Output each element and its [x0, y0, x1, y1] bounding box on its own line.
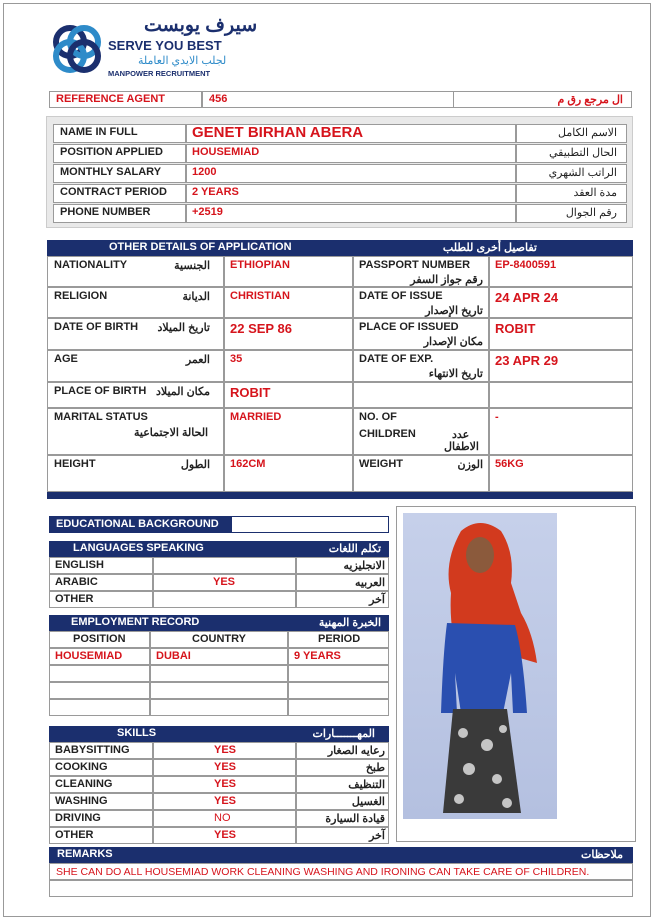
- detail-label-cell: [353, 382, 489, 408]
- skill-value: YES: [214, 829, 237, 841]
- reference-label: REFERENCE AGENT: [56, 93, 165, 105]
- detail-label-ar: الحالة الاجتماعية: [134, 427, 209, 439]
- detail-label: DATE OF EXP.: [359, 353, 434, 365]
- language-label-ar: آخر: [369, 594, 385, 606]
- detail-label: PASSPORT NUMBER: [359, 259, 471, 271]
- employment-title-ar: الخبرة المهنية: [318, 617, 381, 629]
- personal-label-ar: الراتب الشهري: [548, 167, 617, 179]
- personal-label: MONTHLY SALARY: [60, 166, 162, 178]
- personal-value: GENET BIRHAN ABERA: [192, 124, 364, 141]
- applicant-photo-frame: [396, 506, 636, 842]
- detail-value: 56KG: [495, 458, 524, 470]
- logo-english-tagline: MANPOWER RECRUITMENT: [108, 69, 211, 78]
- employment-column-header: POSITION: [73, 633, 126, 645]
- reference-value-cell: [202, 91, 454, 108]
- personal-value: 1200: [192, 166, 217, 178]
- employment-cell: [150, 665, 288, 682]
- employment-cell: [150, 682, 288, 699]
- detail-label: PLACE OF BIRTH: [54, 385, 147, 397]
- detail-label: CHILDREN: [359, 428, 416, 440]
- employment-column-header: COUNTRY: [192, 633, 246, 645]
- personal-value-cell: [186, 204, 516, 223]
- employment-cell: [49, 665, 150, 682]
- remarks-text: SHE CAN DO ALL HOUSEMIAD WORK CLEANING WASHING AND IRONING CAN TAKE CARE OF CHILDREN.: [56, 866, 590, 878]
- personal-label: PHONE NUMBER: [60, 206, 151, 218]
- detail-value: 23 APR 29: [495, 353, 559, 368]
- employment-cell: [288, 665, 389, 682]
- skills-title-ar: المهـــــــارات: [312, 728, 375, 740]
- remarks-label: REMARKS: [57, 848, 113, 860]
- language-label: OTHER: [55, 593, 94, 605]
- language-value-cell: [153, 591, 296, 608]
- languages-title-ar: تكلم اللغات: [328, 543, 381, 555]
- skill-label: DRIVING: [55, 812, 101, 824]
- skill-label-ar: آخر: [369, 830, 385, 842]
- detail-label-ar: الطول: [180, 459, 210, 471]
- detail-label-ar: الوزن: [457, 459, 483, 471]
- detail-value: 35: [230, 353, 243, 365]
- detail-value-cell: [489, 408, 633, 455]
- detail-label: DATE OF ISSUE: [359, 290, 443, 302]
- other-details-header: [47, 240, 633, 256]
- skill-label: OTHER: [55, 829, 94, 841]
- skill-value: YES: [214, 744, 237, 756]
- detail-label-ar: مكان الميلاد: [155, 386, 210, 398]
- personal-value: HOUSEMIAD: [192, 146, 260, 158]
- person-photo-icon: [403, 513, 557, 819]
- reference-label-ar: ال مرجع رق م: [557, 94, 623, 106]
- skills-header: [49, 726, 389, 742]
- language-label: ARABIC: [55, 576, 98, 588]
- employment-cell: [150, 699, 288, 716]
- language-value: YES: [213, 576, 236, 588]
- detail-label: WEIGHT: [359, 458, 403, 470]
- detail-value: ETHIOPIAN: [230, 259, 290, 271]
- employment-cell: [288, 699, 389, 716]
- detail-label-ar: تاريخ الميلاد: [157, 322, 210, 334]
- personal-label-ar: الحال التطبيقي: [548, 147, 617, 159]
- skill-label-ar: التنظيف: [348, 779, 385, 791]
- detail-label: RELIGION: [54, 290, 108, 302]
- personal-value: 2 YEARS: [192, 186, 239, 198]
- skills-title: SKILLS: [117, 727, 157, 739]
- education-label: EDUCATIONAL BACKGROUND: [56, 518, 219, 530]
- logo-mark-icon: [48, 20, 106, 78]
- employment-value: 9 YEARS: [294, 650, 341, 662]
- detail-label: AGE: [54, 353, 78, 365]
- detail-value: 22 SEP 86: [230, 321, 292, 336]
- personal-value: +2519: [192, 206, 223, 218]
- detail-label: DATE OF BIRTH: [54, 321, 139, 333]
- employment-cell: [49, 682, 150, 699]
- personal-value-cell: [186, 164, 516, 183]
- language-label: ENGLISH: [55, 559, 104, 571]
- detail-label-ar: الاطفال: [444, 441, 479, 453]
- remarks-label-ar: ملاحظات: [581, 849, 623, 861]
- detail-value: 162CM: [230, 458, 266, 470]
- logo-arabic-tagline: لجلب الايدي العاملة: [138, 55, 227, 67]
- detail-value: EP-8400591: [495, 259, 557, 271]
- education-label-cell: [50, 517, 232, 532]
- logo-arabic-name: سيرف يوبست: [144, 15, 258, 36]
- detail-label-ar: مكان الإصدار: [423, 336, 483, 348]
- detail-value-cell: [224, 350, 353, 382]
- detail-label-ar: رقم جواز السفر: [410, 274, 483, 286]
- employment-value: DUBAI: [156, 650, 191, 662]
- detail-label-ar: العمر: [185, 354, 210, 366]
- language-value-cell: [153, 557, 296, 574]
- skill-label-ar: الغسيل: [351, 796, 385, 808]
- employment-title: EMPLOYMENT RECORD: [71, 616, 200, 628]
- language-label-ar: العربيه: [354, 577, 385, 589]
- detail-label-ar: الجنسية: [174, 260, 210, 272]
- personal-label: CONTRACT PERIOD: [60, 186, 167, 198]
- remarks-text-cell: [49, 863, 633, 880]
- other-details-title: OTHER DETAILS OF APPLICATION: [109, 241, 292, 253]
- detail-value: CHRISTIAN: [230, 290, 290, 302]
- skill-value: YES: [214, 778, 237, 790]
- detail-label: NO. OF: [359, 411, 397, 423]
- detail-value: -: [495, 411, 499, 423]
- detail-value: 24 APR 24: [495, 290, 559, 305]
- detail-value-cell: [489, 382, 633, 408]
- detail-label-ar: تاريخ الإصدار: [425, 305, 483, 317]
- company-logo: [46, 15, 258, 80]
- personal-label: NAME IN FULL: [60, 126, 138, 138]
- employment-cell: [288, 682, 389, 699]
- skill-value: YES: [214, 795, 237, 807]
- detail-label: PLACE OF ISSUED: [359, 321, 459, 333]
- skill-value: NO: [214, 812, 231, 824]
- logo-english-name: SERVE YOU BEST: [108, 38, 222, 53]
- languages-title: LANGUAGES SPEAKING: [73, 542, 204, 554]
- reference-value: 456: [209, 93, 228, 105]
- employment-column-header: PERIOD: [318, 633, 361, 645]
- employment-value: HOUSEMIAD: [55, 650, 123, 662]
- skill-value: YES: [214, 761, 237, 773]
- skill-label: WASHING: [55, 795, 108, 807]
- employment-cell: [49, 699, 150, 716]
- detail-label-ar: الديانة: [182, 291, 210, 303]
- employment-header: [49, 615, 389, 631]
- skill-label-ar: قيادة السيارة: [325, 813, 385, 825]
- other-details-title-ar: تفاصيل أخرى للطلب: [442, 242, 537, 254]
- language-label-ar: الانجليزيه: [343, 560, 385, 572]
- personal-label-ar: الاسم الكامل: [558, 127, 617, 139]
- detail-value: ROBIT: [230, 385, 271, 400]
- education-row: [49, 516, 389, 533]
- applicant-photo: [403, 513, 557, 819]
- detail-value: MARRIED: [230, 411, 282, 423]
- other-details-footer-bar: [47, 492, 633, 499]
- detail-label: HEIGHT: [54, 458, 96, 470]
- languages-header: [49, 541, 389, 557]
- remarks-header: [49, 847, 633, 863]
- detail-label: NATIONALITY: [54, 259, 128, 271]
- detail-label: MARITAL STATUS: [54, 411, 148, 423]
- personal-label-ar: مدة العقد: [573, 187, 617, 199]
- detail-value: ROBIT: [495, 321, 536, 336]
- detail-label-ar: تاريخ الانتهاء: [428, 368, 483, 380]
- skill-label: BABYSITTING: [55, 744, 130, 756]
- skill-label-ar: طبخ: [365, 762, 385, 774]
- skill-label: COOKING: [55, 761, 108, 773]
- personal-label: POSITION APPLIED: [60, 146, 163, 158]
- personal-label-ar: رقم الجوال: [565, 207, 617, 219]
- reference-label-cell: [49, 91, 202, 108]
- skill-label-ar: رعايه الصغار: [327, 745, 385, 757]
- detail-label-ar: عدد: [452, 429, 470, 441]
- skill-label: CLEANING: [55, 778, 113, 790]
- remarks-blank-row: [49, 880, 633, 897]
